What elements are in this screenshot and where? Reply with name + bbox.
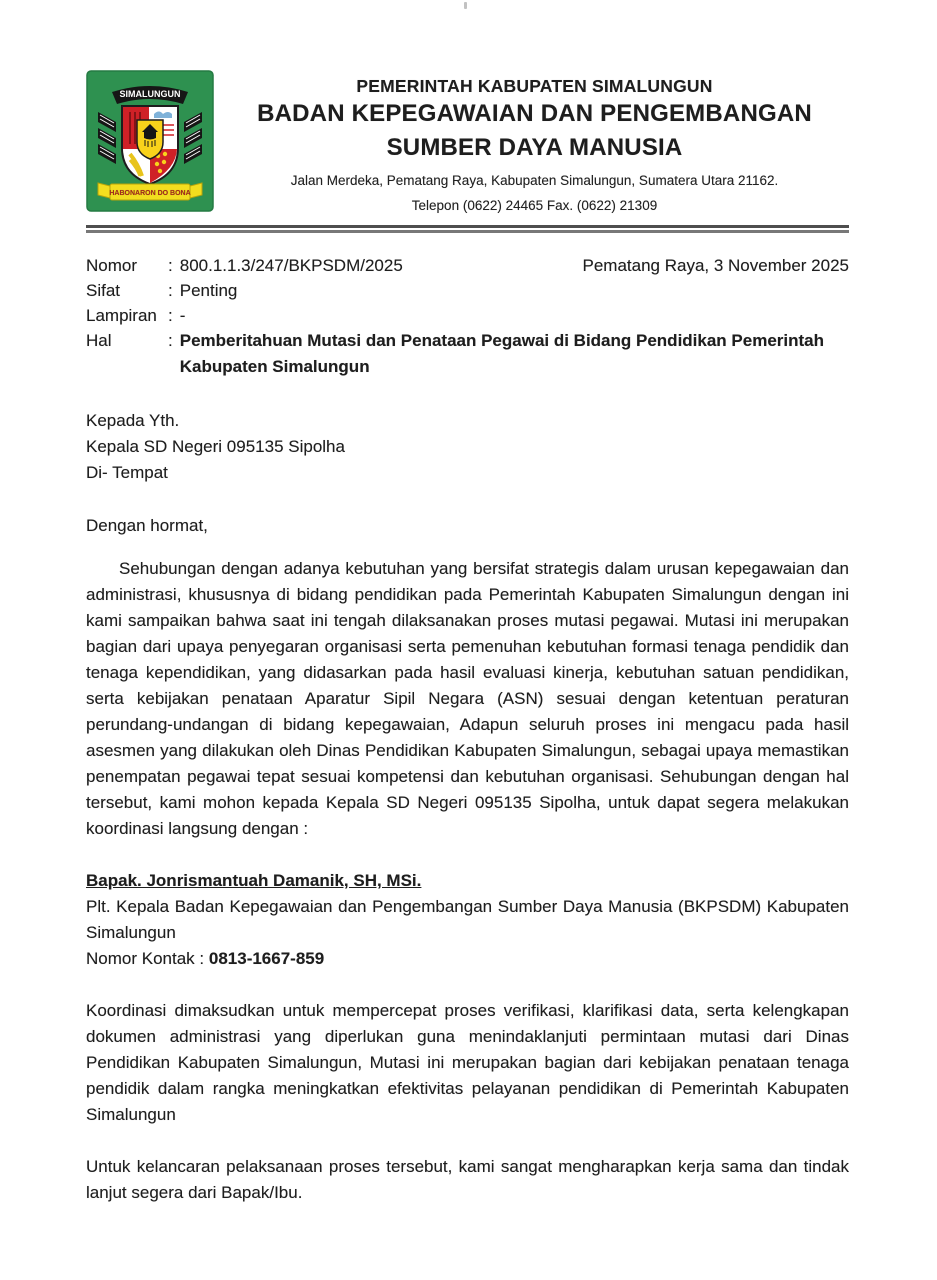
simalungun-regency-seal-icon xyxy=(86,70,214,212)
letterhead-text xyxy=(214,70,849,213)
recipient-block xyxy=(86,408,849,486)
meta-label-hal: Hal xyxy=(86,331,112,351)
body-paragraph-3: Untuk kelancaran pelaksanaan proses tersebut, kami sangat mengharapkan kerja sama dan tindak lanjut segera dari Bapak/Ibu. xyxy=(86,1157,849,1203)
seal-bottom-ribbon xyxy=(98,183,202,200)
contact-number-row xyxy=(86,946,849,972)
agency-name-line2: SUMBER DAYA MANUSIA xyxy=(386,133,683,161)
meta-label-nomor: Nomor xyxy=(86,256,138,276)
meta-row-sifat xyxy=(86,278,849,303)
contact-block xyxy=(86,868,849,972)
letterhead xyxy=(86,70,849,213)
agency-phone: Telepon (0622) 24465 Fax. (0622) 21309 xyxy=(411,198,658,214)
body-paragraph-1: Sehubungan dengan adanya kebutuhan yang bersifat strategis dalam urusan kepegawaian dan administrasi, khususnya di bidang pendidikan pada Pemerintah Kabupaten Simalungun dengan ini kami sampaikan bahwa saat ini tengah dilaksanakan proses mutasi pegawai. Mutasi ini merupakan bagian dari upaya penyegaran organisasi serta pemenuhan kebutuhan formasi tenaga pendidik dan tenaga kependidikan, yang didasarkan pada hasil evaluasi kinerja, kebutuhan satuan pendidikan, serta kebijakan penataan Aparatur Sipil Negara (ASN) sesuai dengan ketentuan peraturan perundang-undangan di bidang kepegawaian, Adapun seluruh proses ini mengacu pada hasil asesmen yang dilakukan oleh Dinas Pendidikan Kabupaten Simalungun, sebagai upaya memastikan penempatan pegawai tepat sesuai kompetensi dan kebutuhan organisasi. Sehubungan dengan hal tersebut, kami mohon kepada Kepala SD Negeri 095135 Sipolha, untuk dapat segera melakukan koordinasi langsung dengan : xyxy=(86,559,849,839)
meta-label-sifat: Sifat xyxy=(86,281,121,301)
letter-subject: Pemberitahuan Mutasi dan Penataan Pegawai di Bidang Pendidikan Pemerintah Kabupaten Simalungun xyxy=(179,331,824,377)
agency-address: Jalan Merdeka, Pematang Raya, Kabupaten Simalungun, Sumatera Utara 21162. xyxy=(290,173,779,189)
contact-phone-number: 0813-1667-859 xyxy=(208,949,325,969)
recipient-name: Kepala SD Negeri 095135 Sipolha xyxy=(86,437,345,457)
letter-number: 800.1.1.3/247/BKPSDM/2025 xyxy=(179,256,403,276)
government-name: PEMERINTAH KABUPATEN SIMALUNGUN xyxy=(356,76,713,96)
contact-person-title: Plt. Kepala Badan Kepegawaian dan Pengembangan Sumber Daya Manusia (BKPSDM) Kabupaten Simalungun xyxy=(86,897,849,943)
meta-label-lampiran: Lampiran xyxy=(86,306,157,326)
meta-separator: : xyxy=(168,331,173,351)
agency-name-line1: BADAN KEPEGAWAIAN DAN PENGEMBANGAN xyxy=(257,100,812,127)
recipient-salutation: Kepada Yth. xyxy=(86,411,180,431)
contact-number-separator: : xyxy=(199,949,205,969)
meta-separator: : xyxy=(168,281,173,301)
letter-nature: Penting xyxy=(179,281,238,301)
meta-row-lampiran xyxy=(86,303,849,328)
seal-top-banner-text: SIMALUNGUN xyxy=(119,89,181,99)
meta-separator: : xyxy=(168,306,173,326)
letter-attachment: - xyxy=(179,306,186,326)
letter-meta xyxy=(86,253,849,380)
body-paragraph-2: Koordinasi dimaksudkan untuk mempercepat proses verifikasi, klarifikasi data, serta kelengkapan dokumen administrasi yang diperlukan guna menindaklanjuti permintaan mutasi dari Dinas Pendidikan Kabupaten Simalungun, Mutasi ini merupakan bagian dari kebijakan penataan tenaga pendidik dalam rangka meningkatkan efektivitas pelayanan pendidikan di Pemerintah Kabupaten Simalungun xyxy=(86,1001,849,1125)
seal-motto-text: HABONARON DO BONA xyxy=(109,190,191,197)
seal-shield xyxy=(122,106,178,184)
meta-row-nomor xyxy=(86,253,849,278)
recipient-place: Di- Tempat xyxy=(86,463,168,483)
letterhead-divider xyxy=(86,225,849,233)
meta-row-hal xyxy=(86,328,849,380)
simalungun-seal-graphic xyxy=(86,70,214,212)
contact-number-label: Nomor Kontak xyxy=(86,949,195,969)
opening-salutation: Dengan hormat, xyxy=(86,516,208,536)
place-and-date: Pematang Raya, 3 November 2025 xyxy=(582,256,849,276)
contact-person-name: Bapak. Jonrismantuah Damanik, SH, MSi. xyxy=(86,871,422,891)
meta-separator: : xyxy=(168,256,173,276)
